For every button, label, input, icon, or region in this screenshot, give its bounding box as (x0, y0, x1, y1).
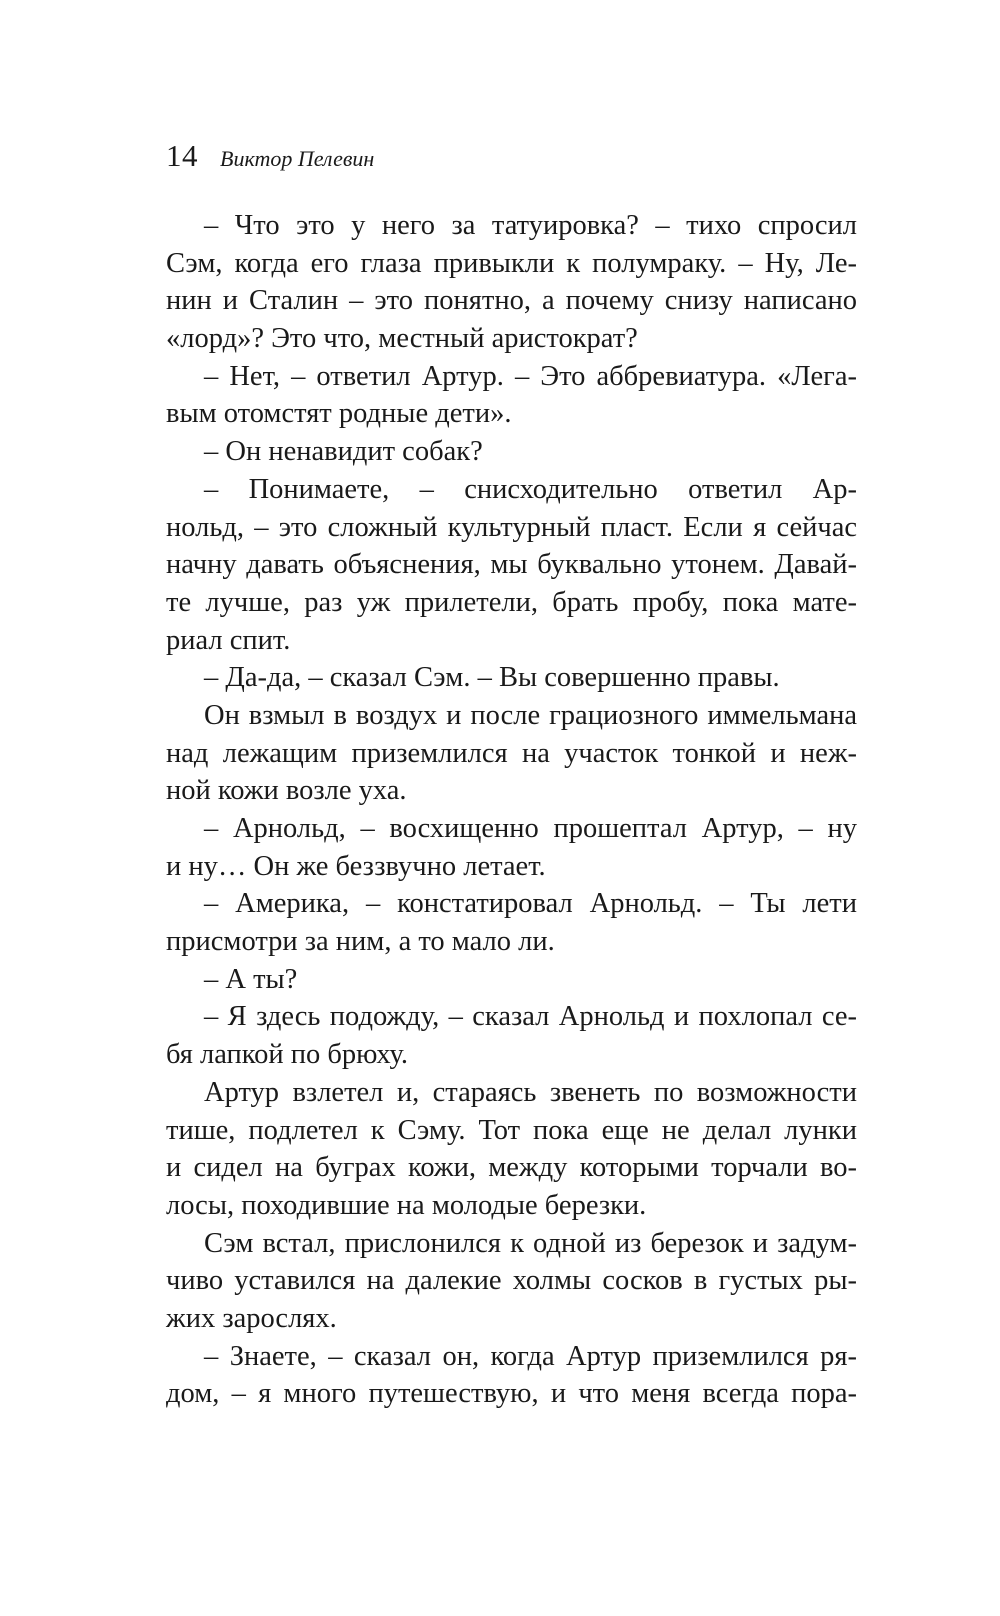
text-line: риал спит. (166, 624, 291, 656)
text-line: Сэм, когда его глаза привыкли к полумраку. – Ну, Ле- (166, 247, 857, 279)
text-line: нин и Сталин – это понятно, а почему снизу написано (166, 285, 857, 317)
text-line: присмотри за ним, а то мало ли. (166, 926, 555, 958)
text-line: тише, подлетел к Сэму. Тот пока еще не делал лунки (166, 1114, 857, 1146)
text-line: – Нет, – ответил Артур. – Это аббревиатура. «Лега- (204, 360, 857, 392)
text-line: – Да-да, – сказал Сэм. – Вы совершенно правы. (204, 662, 780, 694)
running-head (166, 138, 374, 178)
text-line: над лежащим приземлился на участок тонкой и неж- (166, 737, 857, 769)
body-text (166, 207, 857, 1413)
text-line: бя лапкой по брюху. (166, 1039, 409, 1071)
text-line: начну давать объяснения, мы буквально утонем. Давай- (166, 549, 857, 581)
text-line: – Что это у него за татуировка? – тихо спросил (204, 210, 857, 241)
text-line: – Он ненавидит собак? (204, 436, 483, 468)
text-line: и ну… Он же беззвучно летает. (166, 850, 546, 882)
text-line: лосы, походившие на молодые березки. (166, 1189, 647, 1221)
text-line: Он взмыл в воздух и после грациозного иммельмана (204, 699, 857, 731)
text-line: – Америка, – констатировал Арнольд. – Ты лети (204, 888, 857, 920)
text-line: Сэм встал, прислонился к одной из березок и задум- (204, 1227, 857, 1259)
text-line: ной кожи возле уха. (166, 775, 407, 807)
text-line: – А ты? (204, 963, 298, 995)
text-line: и сидел на буграх кожи, между которыми торчали во- (166, 1152, 857, 1184)
page-number: 14 (166, 138, 198, 173)
text-line: – Арнольд, – восхищенно прошептал Артур, – ну (204, 813, 857, 844)
text-line: – Понимаете, – снисходительно ответил Ар- (204, 473, 857, 505)
text-line: Артур взлетел и, стараясь звенеть по возможности (204, 1076, 857, 1108)
text-line: – Я здесь подожду, – сказал Арнольд и похлопал се- (204, 1001, 857, 1033)
text-line: дом, – я много путешествую, и что меня всегда пора- (166, 1378, 857, 1410)
text-line: вым отомстят родные дети». (166, 398, 512, 430)
text-line: жих зарослях. (166, 1302, 337, 1334)
running-head-author: Виктор Пелевин (220, 146, 375, 171)
text-line: те лучше, раз уж прилетели, брать пробу, пока мате- (166, 586, 857, 618)
text-line: «лорд»? Это что, местный аристократ? (166, 323, 638, 355)
text-line: – Знаете, – сказал он, когда Артур приземлился ря- (204, 1340, 857, 1372)
text-line: чиво уставился на далекие холмы сосков в густых ры- (166, 1265, 857, 1297)
text-line: нольд, – это сложный культурный пласт. Если я сейчас (166, 511, 857, 543)
